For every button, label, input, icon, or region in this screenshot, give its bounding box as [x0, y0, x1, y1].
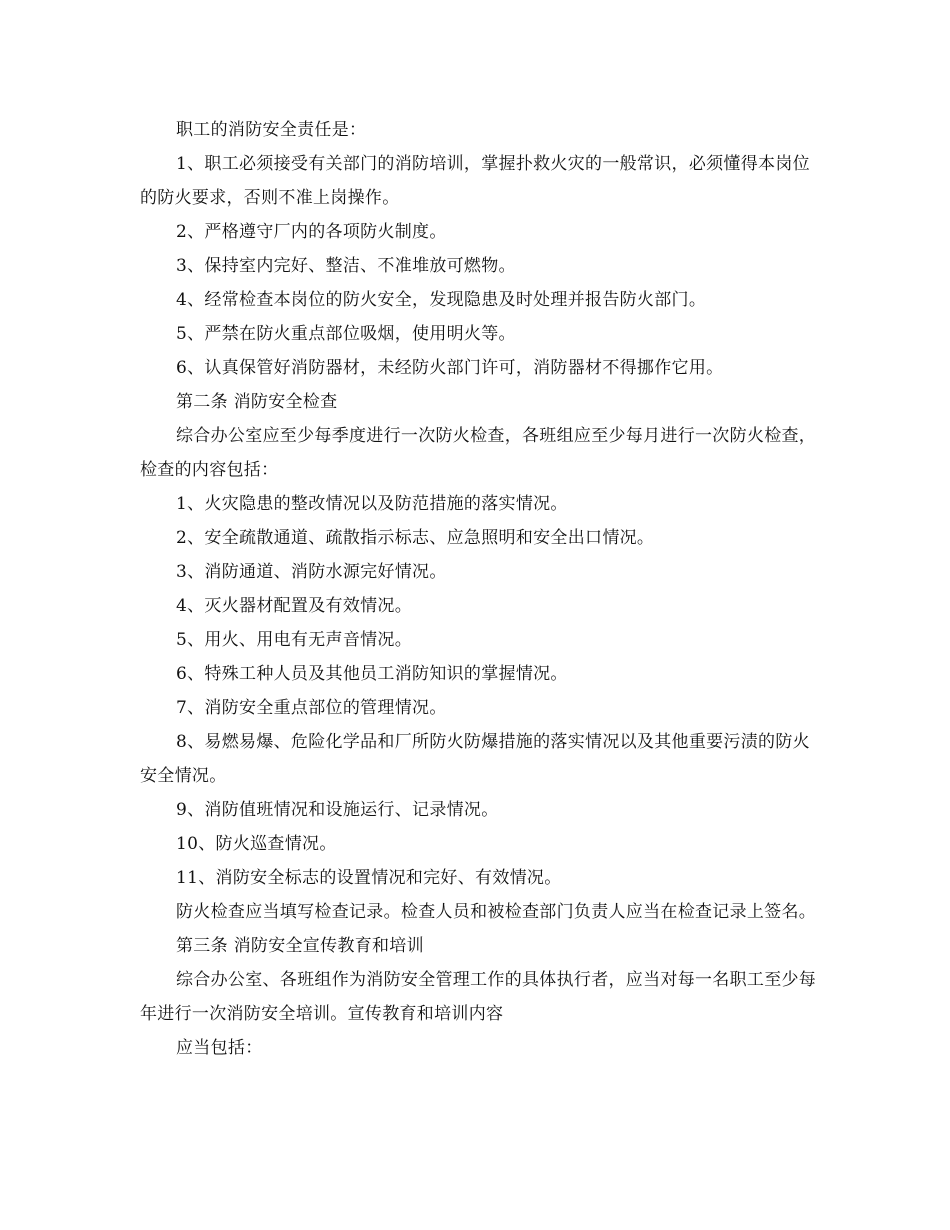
- paragraph-5: 4、经常检查本岗位的防火安全，发现隐患及时处理并报告防火部门。: [176, 290, 707, 310]
- paragraph-18: 9、消防值班情况和设施运行、记录情况。: [176, 800, 499, 820]
- paragraph-17: 8、易燃易爆、危险化学品和厂所防火防爆措施的落实情况以及其他重要污渍的防火安全情况。: [140, 732, 810, 786]
- paragraph-20: 11、消防安全标志的设置情况和完好、有效情况。: [176, 868, 562, 888]
- paragraph-1: 职工的消防安全责任是：: [176, 120, 367, 140]
- paragraph-12: 3、消防通道、消防水源完好情况。: [176, 562, 447, 582]
- paragraph-21: 防火检查应当填写检查记录。检查人员和被检查部门负责人应当在检查记录上签名。: [176, 902, 817, 922]
- paragraph-9: 综合办公室应至少每季度进行一次防火检查，各班组应至少每月进行一次防火检查，检查的内容包括：: [140, 426, 817, 480]
- paragraph-3: 2、严格遵守厂内的各项防火制度。: [176, 222, 447, 242]
- paragraph-4: 3、保持室内完好、整洁、不准堆放可燃物。: [176, 256, 516, 276]
- paragraph-11: 2、安全疏散通道、疏散指示标志、应急照明和安全出口情况。: [176, 528, 655, 548]
- paragraph-2: 1、职工必须接受有关部门的消防培训，掌握扑救火灾的一般常识，必须懂得本岗位的防火要求，否则不准上岗操作。: [140, 154, 810, 208]
- paragraph-15: 6、特殊工种人员及其他员工消防知识的掌握情况。: [176, 664, 568, 684]
- paragraph-19: 10、防火巡查情况。: [176, 834, 337, 854]
- paragraph-16: 7、消防安全重点部位的管理情况。: [176, 698, 447, 718]
- paragraph-10: 1、火灾隐患的整改情况以及防范措施的落实情况。: [176, 494, 568, 514]
- paragraph-23: 综合办公室、各班组作为消防安全管理工作的具体执行者，应当对每一名职工至少每年进行一次消防安全培训。宣传教育和培训内容: [140, 970, 817, 1024]
- paragraph-13: 4、灭火器材配置及有效情况。: [176, 596, 413, 616]
- section-heading-3: 第三条 消防安全宣传教育和培训: [176, 936, 424, 956]
- section-heading-2: 第二条 消防安全检查: [176, 392, 338, 412]
- paragraph-14: 5、用火、用电有无声音情况。: [176, 630, 413, 650]
- paragraph-7: 6、认真保管好消防器材，未经防火部门许可，消防器材不得挪作它用。: [176, 358, 724, 378]
- paragraph-24: 应当包括：: [176, 1038, 263, 1058]
- paragraph-6: 5、严禁在防火重点部位吸烟，使用明火等。: [176, 324, 516, 344]
- document-body: [140, 113, 820, 1065]
